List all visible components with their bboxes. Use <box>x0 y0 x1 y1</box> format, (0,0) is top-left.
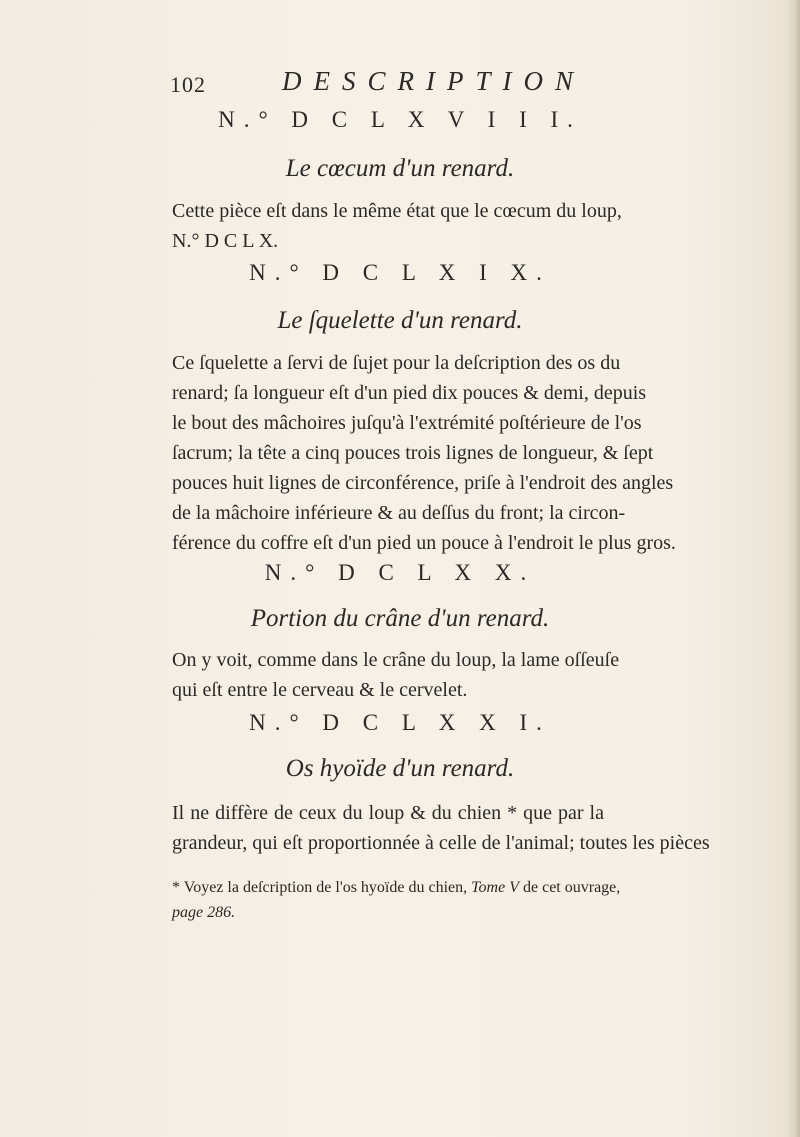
entry-text <box>172 798 710 858</box>
text-line: On y voit, comme dans le crâne du loup, la lame oſſeuſe <box>172 649 620 671</box>
page-header <box>170 68 610 108</box>
footnote <box>172 875 621 925</box>
text-line: N.° D C L X. <box>172 230 279 252</box>
entry-text <box>172 645 620 705</box>
text-line: pouces huit lignes de circonférence, priſe à l'endroit des angles <box>172 472 674 494</box>
entry-number-heading: N.° D C L X X I. <box>249 710 551 735</box>
entry-number-heading: N.° D C L X V I I I. <box>218 107 582 132</box>
text-line: férence du coffre eſt d'un pied un pouce à l'endroit le plus gros. <box>172 532 676 554</box>
entry-number-heading: N.° D C L X X. <box>264 560 536 585</box>
footnote-volume: Tome V <box>471 879 519 896</box>
entry-title: Portion du crâne d'un renard. <box>250 605 550 632</box>
text-line: le bout des mâchoires juſqu'à l'extrémité poſtérieure de l'os <box>172 412 642 434</box>
footnote-text: * Voyez la deſcription de l'os hyoïde du chien, <box>172 879 468 896</box>
text-line: qui eſt entre le cerveau & le cervelet. <box>172 679 468 701</box>
entry-title: Le ſquelette d'un renard. <box>277 307 523 334</box>
entry-text <box>172 348 676 558</box>
entry-title: Le cœcum d'un renard. <box>285 155 515 182</box>
footnote-page: page 286. <box>172 904 236 921</box>
text-line: renard; ſa longueur eſt d'un pied dix pouces & demi, depuis <box>172 382 647 404</box>
running-title: DESCRIPTION <box>282 66 585 96</box>
footnote-line <box>172 875 621 900</box>
text-line: de la mâchoire inférieure & au deſſus du front; la circon- <box>172 502 626 524</box>
text-line: ſacrum; la tête a cinq pouces trois lignes de longueur, & ſept <box>172 442 654 464</box>
text-line: Il ne diffère de ceux du loup & du chien * que par la <box>172 802 604 824</box>
entry-title: Os hyoïde d'un renard. <box>285 755 515 782</box>
page-number: 102 <box>170 72 206 97</box>
entry-number-heading: N.° D C L X I X. <box>249 260 551 285</box>
text-line: Ce ſquelette a ſervi de ſujet pour la deſcription des os du <box>172 352 621 374</box>
footnote-text: de cet ouvrage, <box>522 879 621 896</box>
entry-text <box>172 196 622 256</box>
text-line: Cette pièce eſt dans le même état que le cœcum du loup, <box>172 200 622 222</box>
text-line: grandeur, qui eſt proportionnée à celle de l'animal; toutes les pièces <box>172 832 710 854</box>
